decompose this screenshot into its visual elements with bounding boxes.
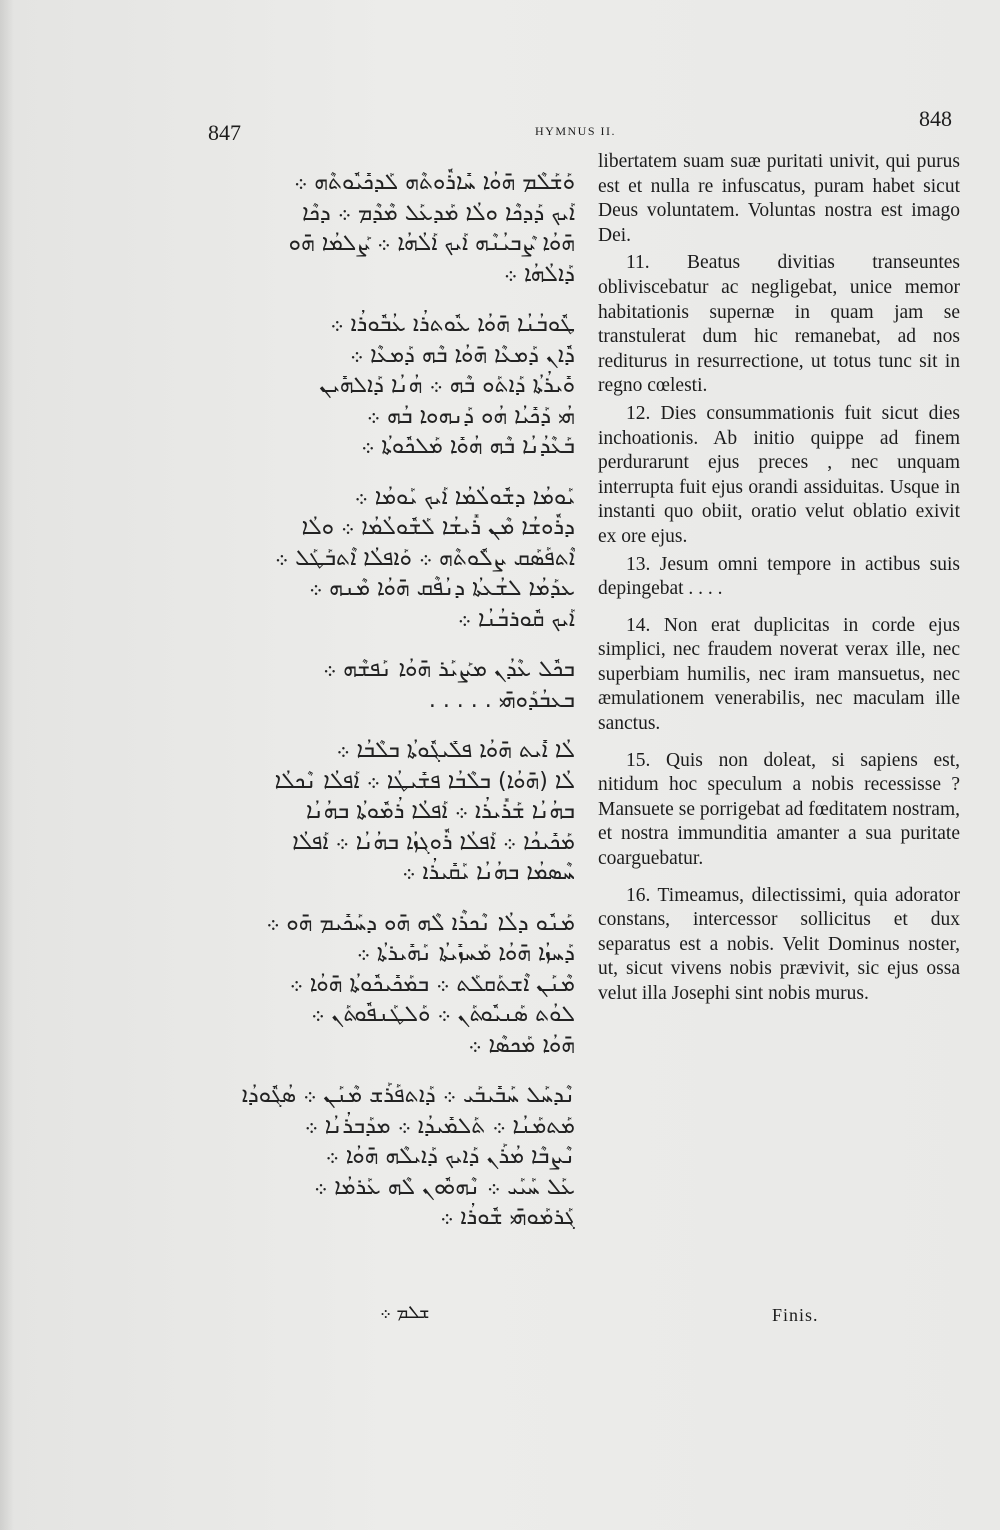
left-page-number: 847: [208, 120, 241, 145]
syriac-line: ܠܳܐ ܐܺܝܬ ܗ̄ܘܳܐ ܦܠܺܝܓܽܘܬܳܐ ܒܠܶܒܳܐ ܀: [336, 738, 575, 763]
syriac-line: ܒܰܥܶܕܳܢܳܐ ܒܶܗ ܗܳܘܺܐ ܡܰܠܟܽܘܬܳܐ ܀: [361, 434, 575, 459]
latin-paragraph: 14. Non erat duplicitas in corde ejus simplici, nec fraudem noverat verax ille, nec superbiam humilis, nec iram mansuetus, nec æmulationem venerabilis, nec maculam ille sanctus.: [598, 614, 960, 735]
syriac-end-mark: ܫܠܡ ܀: [380, 1302, 430, 1323]
syriac-line: ܗ̄ܘܳܐ ܡܰܟܣܶܐ ܀: [468, 1032, 575, 1058]
syriac-line: ܕܪܽܘܫܳܐ ܡܶܢ ܪܺܝܫܳܐ ܠܰܫܽܘܠܳܡܳܐ ܀ ܘܠܳܐ: [301, 515, 575, 540]
latin-paragraph: 16. Timeamus, dilectissimi, quia adorator constans, intercessor sollicitus et dux separatus est a nobis. Velit Dominus noster, ut, sicut vivens nobis prævivit, sic ejus ossa velut illa Josephi sint nobis murus.: [598, 884, 960, 1004]
syriac-line: ܡܰܟܺܝܟܳܐ ܀ ܐܰܦܠܳܐ ܪܽܘܓܙܳܐ ܒܗܳܢܳܐ ܀ ܐܰܦܠܳܐ: [292, 829, 575, 855]
latin-paragraph: 11. Beatus divitias transeuntes obliviscebatur ac negligebat, unice memor habitationis supernæ in quam jam se transtulerat dum hic remanebat, ad nos rediturus in resurrectione, ut totus tunc sit in regno cœlesti.: [598, 252, 960, 397]
syriac-line: ܒܟܽܠ ܥܶܕܳܢ ܡܨܰܝܰܪ ܗ̄ܘܳܐ ܢܰܦܫܶܗ ܀: [322, 657, 575, 682]
syriac-line: ܠܘܳܬ ܣܰܢܝܽܘܬܰܢ ܀ ܘܰܠܛܰܢܦܽܘܬܰܢ ܀: [311, 1002, 575, 1027]
syriac-line: ܥܰܠ ܚܰܝܰܝ ܀ ܢܶܗܘܽܘܢ ܠܶܗ ܥܰܪܡܳܐ ܀: [314, 1174, 575, 1200]
latin-paragraph: 15. Quis non doleat, si sapiens est, nitidum hoc speculum a nobis recessisse ? Mansuete se porrigebat ad fœditatem nostram, et nostra immunditia amanter a sua puritate coarguebatur.: [598, 749, 960, 870]
syriac-line: ܚܶܣܡܳܐ ܒܗܳܢܳܐ ܝܰܩܺܝܪܳܐ ܀: [402, 860, 575, 885]
syriac-line: ܐܶܬܦܰܣܰܩ ܨܠܽܘܬܶܗ ܀ ܘܰܐܦܠܳܐ ܐܶܬܒܰܛܰܠ ܀: [274, 545, 575, 571]
syriac-line: ܕܰܐܠܳܗܳܐ ܀: [503, 261, 575, 287]
syriac-line: ܕܰܚܙܳܐ ܗ̄ܘܳܐ ܡܰܚܙܺܝܬܳܐ ܢܰܗܺܝܪܬܳܐ ܀: [356, 941, 575, 966]
syriac-line: ܛܽܘܒܳܢܳܐ ܗ̄ܘܳܐ ܥܽܘܬܪܳܐ ܥܳܒܽܘܪܳܐ ܀: [330, 312, 575, 337]
syriac-line: ܓܰܪܡܰܘܗ̄ܝ ܫܽܘܪܳܐ ܀: [440, 1205, 575, 1230]
syriac-line: ܘܺܝܪܳܬܳܐ ܕܰܐܬܰܘ ܒܶܗ ܀ ܗܳܢܳܐ ܕܰܐܠܗܺܝܢ: [319, 373, 575, 398]
syriac-line: ܒܥܒܳܕܰܘܗ̄ܝ . . . . .: [428, 687, 575, 713]
latin-text-column: [598, 150, 960, 1010]
finis-label: Finis.: [772, 1305, 819, 1325]
syriac-stanza: [205, 168, 575, 290]
syriac-stanza: [205, 655, 575, 716]
latin-paragraph: 13. Jesum omni tempore in actibus suis depingebat . . . .: [598, 553, 960, 600]
syriac-line: ܐܰܝܟ ܩܽܘܪܒܳܢܳܐ ܀: [457, 606, 575, 632]
syriac-stanza: [205, 736, 575, 889]
running-title: HYMNUS II.: [535, 124, 616, 138]
syriac-line: ܝܰܘܡܳܐ ܕܫܽܘܠܳܡܳܐ ܐܰܝܟ ܝܰܘܡܳܐ ܀: [354, 484, 575, 510]
syriac-line: ܥܕܰܡܳܐ ܠܫܳܥܬܳܐ ܕܢܳܦܶܩ ܗ̄ܘܳܐ ܡܶܢܗ ܀: [308, 576, 575, 601]
page-gutter-shadow: [0, 0, 14, 1530]
syriac-line: ܐܰܝܟ ܕܰܕܟܶܐ ܘܠܳܐ ܡܰܕܥܰܠ ܡܶܕܶܡ ܀ ܕܟܶܐ: [302, 200, 575, 226]
syriac-line: ܡܰܬܡܰܢܳܐ ܀ ܬܰܠܡܺܝܕܳܐ ܀ ܡܕܰܒܪܳܢܳܐ ܀: [304, 1113, 575, 1139]
syriac-text-column: [205, 168, 575, 1254]
latin-paragraph: 12. Dies consummationis fuit sicut dies inchoationis. Ab initio quippe ad finem perdurarunt ejus preces , nec unquam interrupta fuit ejus orandi assiduitas. Usque in instanti quo obiit, oratio velut oblatio exivit ex ore ejus.: [598, 402, 960, 547]
syriac-line: ܢܶܨܒܶܐ ܡܳܪܰܢ ܕܰܐܝܟ ܕܰܐܝܠܶܗ ܗ̄ܘܳܐ ܀: [325, 1144, 575, 1169]
syriac-stanza: [205, 1081, 575, 1234]
syriac-line: ܗ̄ܘܳܐ ܨܶܒܝܳܢܶܗ ܐܰܝܟ ܐܰܠܳܗܳܐ ܀ ܨܰܠܡܳܐ ܗ̄ܘ: [288, 231, 575, 256]
syriac-line: ܢܶܕܚܰܠ ܚܰܒܺܝܒܰܝ ܀ ܕܰܐܬܦܰܪܰܫ ܡܶܢܰܢ ܀ ܣܳܓܽܘܕܳܐ: [241, 1083, 575, 1108]
syriac-stanza: [205, 310, 575, 463]
right-page-number: 848: [919, 106, 952, 131]
syriac-line: ܠܳܐ (ܗ̄ܘܳܐ) ܒܠܶܒܳܐ ܦܫܺܝܛܳܐ ܀ ܐܰܦܠܳܐ ܢܶܟܠܳܐ: [274, 768, 575, 794]
latin-paragraph: libertatem suam suæ puritati univit, qui purus est et nulla re infuscatus, puram habet sicut Deus voluntatem. Voluntas nostra est imago Dei.: [598, 151, 960, 246]
syriac-line: ܕܽܐܢ ܕܰܡܥܶܐ ܗ̄ܘܳܐ ܒܶܗ ܕܰܡܥܶܐ ܀: [349, 342, 575, 368]
syriac-line: ܗܳܝ ܕܰܟܺܝܳܐ ܗܳܘ ܕܰܢܗܘܐ ܒܳܗ ܀: [366, 403, 575, 429]
running-head: [200, 106, 960, 150]
syriac-line: ܡܶܢܰܢ ܐܶܫܬܰܩܠܰܬ ܀ ܒܡܰܟܺܝܟܽܘܬܳܐ ܗ̄ܘܳܐ ܀: [289, 971, 575, 997]
syriac-line: ܡܰܢܽܘ ܕܠܳܐ ܢܶܟܪܶܐ ܠܶܗ ܗ̄ܘ ܕܚܰܟܺܝܡ ܗ̄ܘ ܀: [266, 910, 575, 936]
syriac-stanza: [205, 483, 575, 636]
syriac-line: ܘܰܫܰܠܶܡ ܗ̄ܘܳܐ ܚܺܐܪܽܘܬܶܗ ܠܰܕܟܺܝܽܘܬܶܗ ܀: [294, 170, 575, 195]
syriac-line: ܒܗܳܢܳܐ ܫܰܪܺܝܪܳܐ ܀ ܐܰܦܠܳܐ ܪܳܡܽܘܬܳܐ ܒܗܳܢܳܐ: [305, 799, 575, 824]
syriac-stanza: [205, 909, 575, 1062]
